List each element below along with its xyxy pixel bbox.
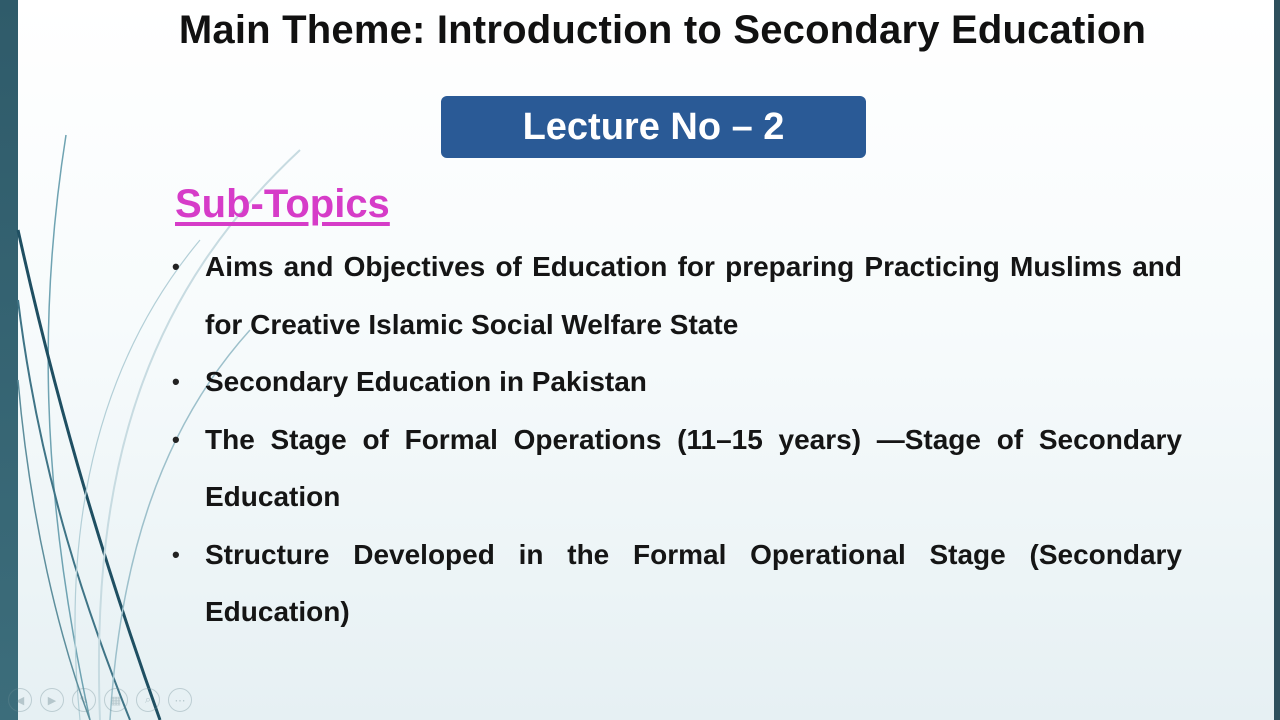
slideshow-controls: [8, 688, 192, 718]
lecture-number-banner: [441, 96, 866, 158]
slides-icon[interactable]: ▦: [104, 688, 128, 712]
list-item: [172, 411, 1182, 526]
list-item: [172, 238, 1182, 353]
list-item: [172, 353, 1182, 411]
subtopics-list: [172, 238, 1182, 641]
more-icon[interactable]: ⋯: [168, 688, 192, 712]
list-item: [172, 526, 1182, 641]
play-icon[interactable]: ▶: [40, 688, 64, 712]
subtopic-text: Structure Developed in the Formal Operational Stage (Secondary Education): [205, 538, 1182, 627]
bullet-icon: •: [172, 541, 180, 567]
subtopic-text: Aims and Objectives of Education for preparing Practicing Muslims and for Creative Islamic Social Welfare State: [205, 251, 1182, 340]
previous-icon[interactable]: ◀: [8, 688, 32, 712]
subtopics-heading: Sub-Topics: [175, 182, 390, 226]
pen-icon[interactable]: ✎: [72, 688, 96, 712]
lecture-number-label: Lecture No – 2: [522, 105, 785, 148]
right-edge-bar: [1274, 0, 1280, 720]
bullet-icon: •: [172, 254, 180, 279]
subtopic-text: Secondary Education in Pakistan: [205, 366, 647, 397]
zoom-icon[interactable]: ⌕: [136, 688, 160, 712]
bullet-icon: •: [172, 369, 180, 394]
main-theme-title: Main Theme: Introduction to Secondary Education: [178, 8, 1147, 52]
subtopic-text: The Stage of Formal Operations (11–15 years) —Stage of Secondary Education: [205, 423, 1182, 512]
bullet-icon: •: [172, 426, 180, 452]
